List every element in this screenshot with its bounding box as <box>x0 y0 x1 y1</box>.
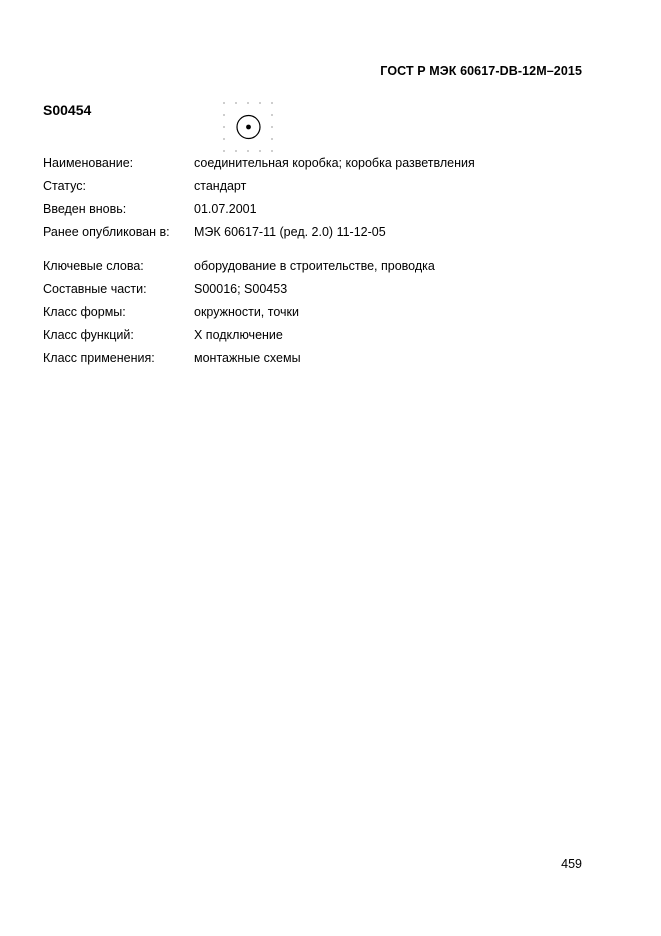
property-row-name <box>43 155 603 178</box>
property-value: X подключение <box>194 328 283 342</box>
property-value: оборудование в строительстве, проводка <box>194 259 435 273</box>
property-value: S00016; S00453 <box>194 282 288 296</box>
property-label: Наименование: <box>43 156 134 170</box>
property-label: Класс применения: <box>43 351 155 365</box>
property-label: Класс функций: <box>43 328 134 342</box>
property-row-status <box>43 178 603 201</box>
property-row-introduced <box>43 201 603 224</box>
property-row-shape-class <box>43 304 603 327</box>
property-value: соединительная коробка; коробка разветвления <box>194 156 475 170</box>
property-label: Составные части: <box>43 282 147 296</box>
page-number: 459 <box>561 857 582 871</box>
center-dot <box>246 125 251 130</box>
property-value: 01.07.2001 <box>194 202 257 216</box>
property-row-keywords <box>43 258 603 281</box>
property-value: МЭК 60617-11 (ред. 2.0) 11-12-05 <box>194 225 386 239</box>
group-spacer <box>43 247 603 258</box>
property-row-application-class <box>43 350 603 373</box>
properties-table <box>43 155 603 373</box>
property-label: Класс формы: <box>43 305 126 319</box>
symbol-code: S00454 <box>43 102 92 118</box>
document-header: ГОСТ Р МЭК 60617-DB-12М–2015 <box>380 64 582 78</box>
junction-box-circle-dot-icon <box>222 101 276 155</box>
property-value: монтажные схемы <box>194 351 301 365</box>
property-label: Статус: <box>43 179 86 193</box>
property-label: Введен вновь: <box>43 202 127 216</box>
property-value: стандарт <box>194 179 247 193</box>
property-label: Ранее опубликован в: <box>43 225 170 239</box>
property-row-function-class <box>43 327 603 350</box>
property-row-components <box>43 281 603 304</box>
property-value: окружности, точки <box>194 305 299 319</box>
property-label: Ключевые слова: <box>43 259 144 273</box>
property-row-previously-published <box>43 224 603 247</box>
